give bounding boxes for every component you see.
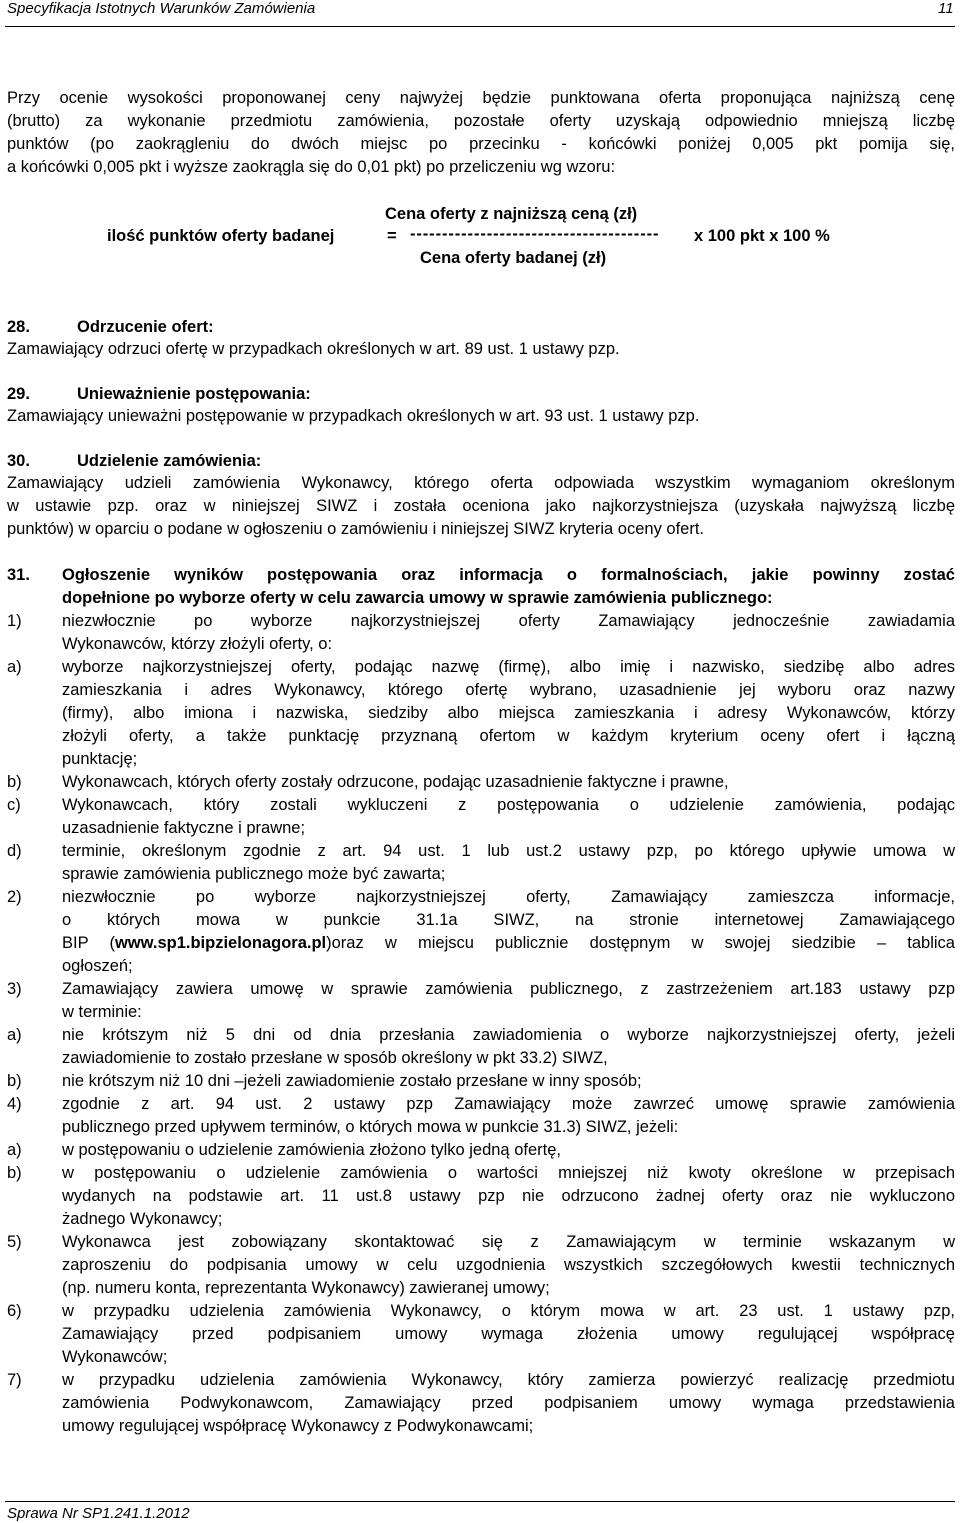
page-header-title: Specyfikacja Istotnych Warunków Zamówienia — [7, 0, 316, 17]
list-item-line: zgodnie z art. 94 ust. 2 ustawy pzp Zamawiający może zawrzeć umowę sprawie zamówienia — [62, 1095, 955, 1113]
section-title-line: dopełnione po wyborze oferty w celu zawarcia umowy w sprawie zamówienia publicznego: — [62, 589, 773, 607]
list-item-line: nie krótszym niż 5 dni od dnia przesłania zawiadomienia o wyborze najkorzystniejszej oferty, jeżeli — [62, 1026, 955, 1044]
list-item-line: wyborze najkorzystniejszej oferty, podając nazwę (firmę), albo imię i nazwisko, siedzibę albo adres — [62, 658, 955, 676]
footer-case-number: Sprawa Nr SP1.241.1.2012 — [7, 1505, 190, 1522]
list-marker: c) — [7, 796, 21, 814]
section-text-line: w ustawie pzp. oraz w niniejszej SIWZ i została oceniona jako najkorzystniejsza (uzyskała najwyższą liczbę — [7, 497, 955, 515]
list-marker: b) — [7, 1164, 22, 1182]
section-title-line: Ogłoszenie wyników postępowania oraz informacja o formalnościach, jakie powinny zostać — [62, 566, 955, 584]
section-title: Unieważnienie postępowania: — [77, 385, 311, 403]
list-item-line: wydanych na podstawie art. 11 ust.8 ustawy pzp nie odrzucono żadnej oferty oraz nie wykluczono — [62, 1187, 955, 1205]
intro-line: a końcówki 0,005 pkt i wyższe zaokrągla się do 0,01 pkt) po przeliczeniu wg wzoru: — [7, 158, 616, 176]
list-item-line: umowy regulującej współpracę Wykonawcy z Podwykonawcami; — [62, 1417, 534, 1435]
list-item-line: Wykonawcach, których oferty zostały odrzucone, podając uzasadnienie faktyczne i prawne, — [62, 773, 729, 791]
list-marker: a) — [7, 1141, 22, 1159]
list-item-line: uzasadnienie faktyczne i prawne; — [62, 819, 306, 837]
list-item-line: w terminie: — [62, 1003, 142, 1021]
formula-denominator: Cena oferty badanej (zł) — [420, 249, 607, 267]
formula-right: x 100 pkt x 100 % — [694, 227, 830, 245]
formula-fraction-bar: --------------------------------------- — [410, 225, 660, 243]
list-item-line: w przypadku udzielenia zamówienia Wykonawcy, o którym mowa w art. 23 ust. 1 ustawy pzp, — [62, 1302, 955, 1320]
list-marker: 5) — [7, 1233, 22, 1251]
section-text-line: Zamawiający udzieli zamówienia Wykonawcy, którego oferta odpowiada wszystkim wymaganiom określonym — [7, 474, 955, 492]
list-marker: 3) — [7, 980, 22, 998]
section-text: Zamawiający odrzuci ofertę w przypadkach określonych w art. 89 ust. 1 ustawy pzp. — [7, 340, 620, 358]
list-marker: 7) — [7, 1371, 22, 1389]
section-title: Odrzucenie ofert: — [77, 318, 214, 336]
list-item-line: żadnego Wykonawcy; — [62, 1210, 223, 1228]
list-item-line: BIP (www.sp1.bipzielonagora.pl)oraz w miejscu publicznie dostępnym w swojej siedzibie – tablica — [62, 934, 955, 952]
list-item-line: zawiadomienie to zostało przesłane w sposób określony w pkt 33.2) SIWZ, — [62, 1049, 608, 1067]
list-item-line: (np. numeru konta, reprezentanta Wykonawcy) zawieranej umowy; — [62, 1279, 550, 1297]
list-marker: a) — [7, 658, 22, 676]
section-number: 29. — [7, 385, 30, 403]
list-item-line: nie krótszym niż 10 dni –jeżeli zawiadomienie zostało przesłane w inny sposób; — [62, 1072, 642, 1090]
list-item-line: Zamawiający zawiera umowę w sprawie zamówienia publicznego, z zastrzeżeniem art.183 ustawy pzp — [62, 980, 955, 998]
list-item-line: o których mowa w punkcie 31.1a SIWZ, na stronie internetowej Zamawiającego — [62, 911, 955, 929]
list-marker: d) — [7, 842, 22, 860]
section-text-line: punktów) w oparciu o podane w ogłoszeniu o zamówieniu i niniejszej SIWZ kryteria oceny ofert. — [7, 520, 705, 538]
list-item-line: niezwłocznie po wyborze najkorzystniejszej oferty Zamawiający jednocześnie zawiadamia — [62, 612, 955, 630]
list-item-line: zamówienia Podwykonawcom, Zamawiający przed podpisaniem umowy wymaga przedstawienia — [62, 1394, 955, 1412]
list-item-line: Wykonawców; — [62, 1348, 168, 1366]
list-item-line: Zamawiający przed podpisaniem umowy wymaga złożenia umowy regulującej współpracę — [62, 1325, 955, 1343]
list-item-line: niezwłocznie po wyborze najkorzystniejszej oferty, Zamawiający zamieszcza informacje, — [62, 888, 955, 906]
intro-line: punktów (po zaokrągleniu do dwóch miejsc po przecinku - końcówki poniżej 0,005 pkt pomija się, — [7, 135, 955, 153]
list-marker: 6) — [7, 1302, 22, 1320]
footer-rule — [5, 1501, 955, 1502]
list-marker: 1) — [7, 612, 22, 630]
section-number: 30. — [7, 452, 30, 470]
section-text: Zamawiający unieważni postępowanie w przypadkach określonych w art. 93 ust. 1 ustawy pzp. — [7, 407, 700, 425]
list-item-line: Wykonawca jest zobowiązany skontaktować się z Zamawiającym w terminie wskazanym w — [62, 1233, 955, 1251]
list-item-line: sprawie zamówienia publicznego może być zawarta; — [62, 865, 446, 883]
list-marker: b) — [7, 1072, 22, 1090]
list-marker: b) — [7, 773, 22, 791]
intro-line: Przy ocenie wysokości proponowanej ceny najwyżej będzie punktowana oferta proponująca najniższą cenę — [7, 89, 955, 107]
list-item-line: ogłoszeń; — [62, 957, 133, 975]
intro-line: (brutto) za wykonanie przedmiotu zamówienia, pozostałe oferty uzyskają odpowiednio mniejszą liczbę — [7, 112, 955, 130]
list-marker: 4) — [7, 1095, 22, 1113]
formula-numerator: Cena oferty z najniższą ceną (zł) — [385, 205, 638, 223]
list-item-line: punktację; — [62, 750, 138, 768]
list-item-line: (firmy), albo imiona i nazwiska, siedziby albo miejsca zamieszkania i adresy Wykonawców, którzy — [62, 704, 955, 722]
list-item-line: terminie, określonym zgodnie z art. 94 ust. 1 lub ust.2 ustawy pzp, po którego upływie umowa w — [62, 842, 955, 860]
header-rule — [5, 26, 955, 27]
bip-link[interactable]: www.sp1.bipzielonagora.pl — [114, 934, 327, 952]
formula-left: ilość punktów oferty badanej — [107, 227, 335, 245]
page-number: 11 — [938, 0, 954, 17]
list-marker: a) — [7, 1026, 22, 1044]
list-item-line: złożyli oferty, a także punktację przyznaną ofertom w każdym kryterium oceny ofert i łączną — [62, 727, 955, 745]
list-item-line: w postępowaniu o udzielenie zamówienia o wartości mniejszej niż kwoty określone w przepisach — [62, 1164, 955, 1182]
list-item-line: w postępowaniu o udzielenie zamówienia złożono tylko jedną ofertę, — [62, 1141, 561, 1159]
list-marker: 2) — [7, 888, 22, 906]
list-item-line: zamieszkania i adres Wykonawcy, którego ofertę wybrano, uzasadnienie jej wyboru oraz nazwy — [62, 681, 955, 699]
formula-equals: = — [387, 227, 397, 245]
section-number: 28. — [7, 318, 30, 336]
list-item-line: zaproszeniu do podpisania umowy w celu uzgodnienia wszystkich szczegółowych kwestii technicznych — [62, 1256, 955, 1274]
section-title: Udzielenie zamówienia: — [77, 452, 262, 470]
section-number: 31. — [7, 566, 30, 584]
list-item-line: w przypadku udzielenia zamówienia Wykonawcy, który zamierza powierzyć realizację przedmiotu — [62, 1371, 955, 1389]
list-item-line: Wykonawców, którzy złożyli oferty, o: — [62, 635, 333, 653]
list-item-line: Wykonawcach, który zostali wykluczeni z postępowania o udzielenie zamówienia, podając — [62, 796, 955, 814]
list-item-line: publicznego przed upływem terminów, o których mowa w punkcie 31.3) SIWZ, jeżeli: — [62, 1118, 679, 1136]
